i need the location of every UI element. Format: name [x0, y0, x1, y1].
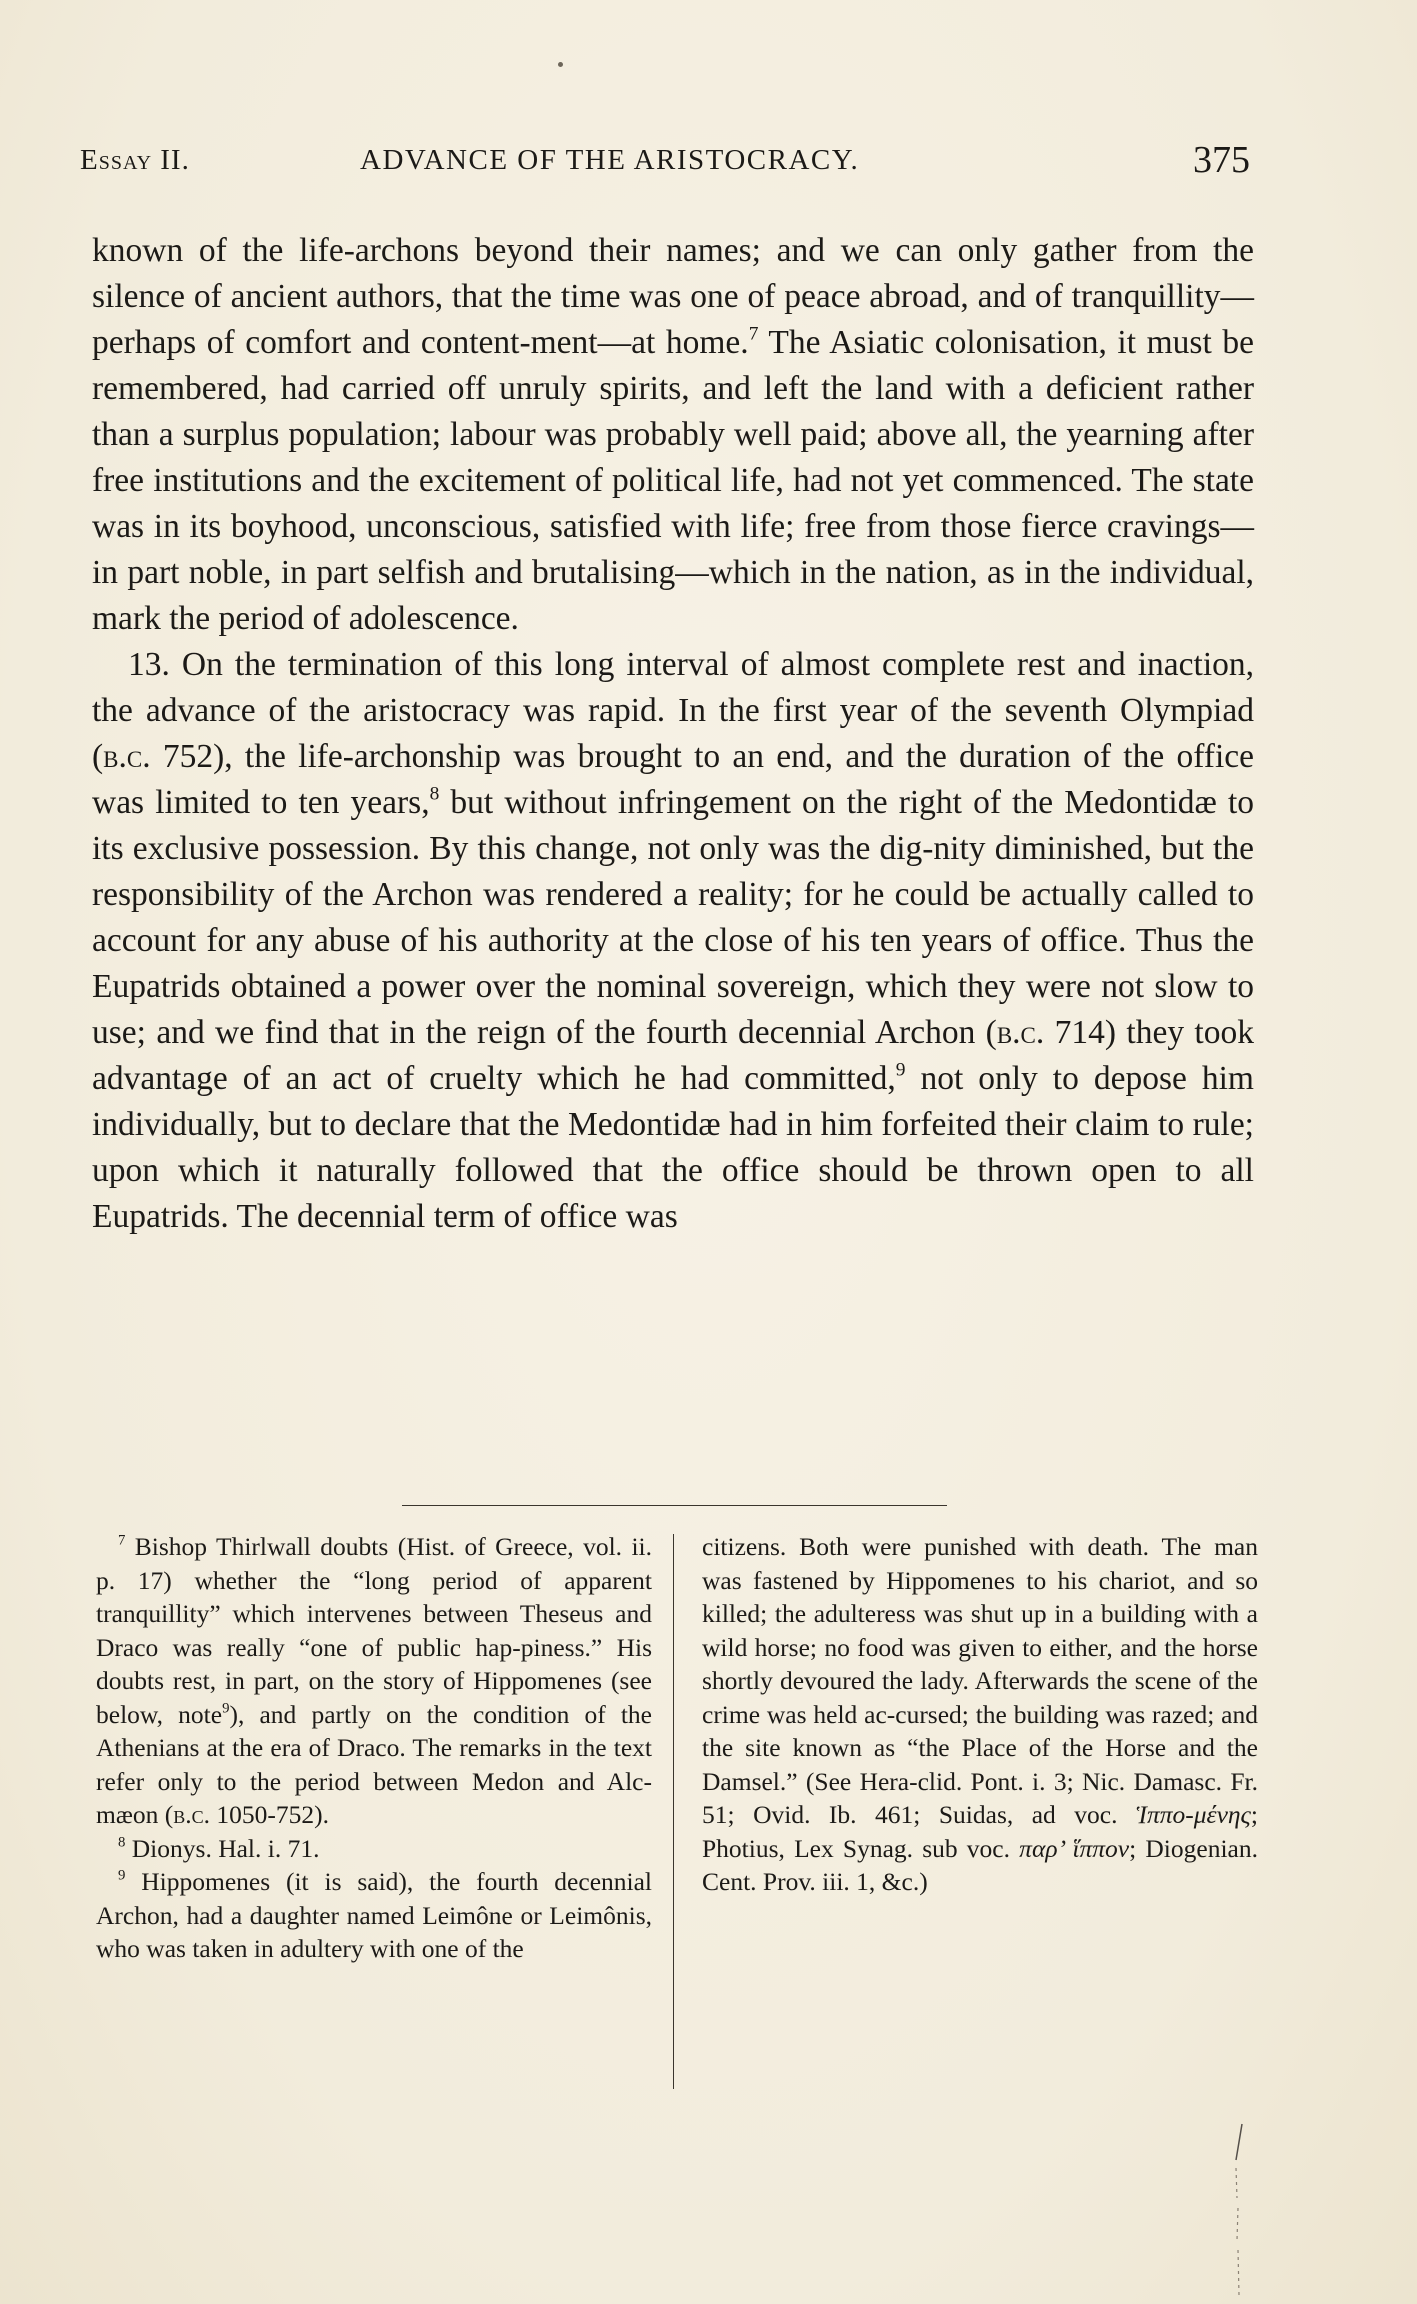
- p2-part-d: 714) they took advantage of an act of cruelty which he had committed,: [92, 1014, 1254, 1097]
- footnote-7-text-b: ), and partly on the condition of the Athenians at the era of Draco. The remarks in the text refer only to the period between Medon and Alc-mæon (: [96, 1699, 652, 1829]
- page-number: 375: [1193, 139, 1250, 181]
- footnote-9-text-a: Hippomenes (it is said), the fourth decennial Archon, had a daughter named Leimône or Leimônis, who was taken in adultery with one of the: [96, 1867, 652, 1963]
- p1-part-b: The Asiatic colonisation, it must be remembered, had carried off unruly spirits, and left the land with a deficient rather than a surplus population; labour was probably well paid; above all, the yearning after free institutions and the excitement of political life, had not yet commenced. The state was in its boyhood, unconscious, satisfied with life; free from those fierce cravings—in part noble, in part selfish and brutalising—which in the nation, as in the individual, mark the period of adolescence.: [92, 324, 1254, 637]
- footnote-ref-7[interactable]: 7: [748, 323, 759, 345]
- p2-part-b: 752), the life-archonship was brought to an end, and the duration of the office was limited to ten years,: [92, 738, 1254, 821]
- bc-label: b.c.: [103, 738, 151, 775]
- footnote-7-cross-ref[interactable]: 9: [222, 1700, 230, 1717]
- column-divider: [673, 1534, 674, 2089]
- bc-label: b.c.: [173, 1800, 210, 1829]
- footnote-8: [96, 1832, 652, 1866]
- footnote-marker-9: 9: [118, 1867, 126, 1884]
- footnote-marker-8: 8: [118, 1834, 126, 1851]
- header-title: ADVANCE OF THE ARISTOCRACY.: [360, 144, 860, 176]
- footnote-9-text-c: ; Photius, Lex Synag. sub voc.: [702, 1800, 1258, 1863]
- paragraph-13: [92, 642, 1254, 1240]
- greek-term: Ἱππο-μένης: [1135, 1800, 1251, 1829]
- p2-part-a: 13. On the termination of this long interval of almost complete rest and inaction, the advance of the aristocracy was rapid. In the first year of the seventh Olympiad (: [92, 646, 1254, 775]
- running-header: [80, 140, 1250, 190]
- footnote-9: [96, 1865, 652, 1966]
- footnote-7-text-a: Bishop Thirlwall doubts (Hist. of Greece, vol. ii. p. 17) whether the “long period of apparent tranquillity” which intervenes between Theseus and Draco was really “one of public hap-piness.” His doubts rest, in part, on the story of Hippomenes (see below, note: [96, 1532, 652, 1729]
- bc-label: b.c.: [996, 1014, 1045, 1051]
- footnote-7: [96, 1530, 652, 1832]
- footnote-ref-8[interactable]: 8: [429, 783, 440, 805]
- p2-part-c: but without infringement on the right of the Medontidæ to its exclusive possession. By this change, not only was the dig-nity diminished, but the responsibility of the Archon was rendered a reality; for he could be actually called to account for any abuse of his authority at the close of his ten years of office. Thus the Eupatrids obtained a power over the nominal sovereign, which they were not slow to use; and we find that in the reign of the fourth decennial Archon (: [92, 784, 1255, 1051]
- footnote-divider: [402, 1505, 947, 1506]
- main-text: [92, 228, 1254, 1240]
- p1-part-a: known of the life-archons beyond their names; and we can only gather from the silence of ancient authors, that the time was one of peace abroad, and of tranquillity—perhaps of comfort and content-ment—at home.: [92, 232, 1254, 361]
- margin-pencil-mark: [1228, 2120, 1248, 2300]
- footnote-8-text: Dionys. Hal. i. 71.: [125, 1833, 320, 1863]
- footnote-9-text-b: citizens. Both were punished with death. The man was fastened by Hippomenes to his chariot, and so killed; the adulteress was shut up in a building with a wild horse; no food was given to either, and the horse shortly devoured the lady. Afterwards the scene of the crime was held ac-cursed; the building was razed; and the site known as “the Place of the Horse and the Damsel.” (See Hera-clid. Pont. i. 3; Nic. Damasc. Fr. 51; Ovid. Ib. 461; Suidas, ad voc.: [702, 1532, 1258, 1829]
- footnote-ref-9[interactable]: 9: [895, 1059, 906, 1081]
- paragraph-1: [92, 228, 1254, 642]
- footnotes-right-column: [702, 1530, 1258, 1899]
- footnotes: [96, 1530, 1260, 2110]
- header-essay: Essay II.: [80, 144, 190, 176]
- footnotes-left-column: [96, 1530, 652, 1966]
- footnote-9-text-d: ; Diogenian. Cent. Prov. iii. 1, &c.): [702, 1833, 1258, 1896]
- ink-speck: [558, 62, 563, 67]
- p2-part-e: not only to depose him individually, but to declare that the Medontidæ had in him forfeited their claim to rule; upon which it naturally followed that the office should be thrown open to all Eupatrids. The decennial term of office was: [92, 1060, 1254, 1235]
- footnote-9-continued: [702, 1530, 1258, 1899]
- footnote-marker-7: 7: [118, 1532, 126, 1549]
- footnote-7-text-c: 1050-752).: [209, 1800, 329, 1829]
- greek-term: παρ’ ἵππον: [1019, 1833, 1130, 1863]
